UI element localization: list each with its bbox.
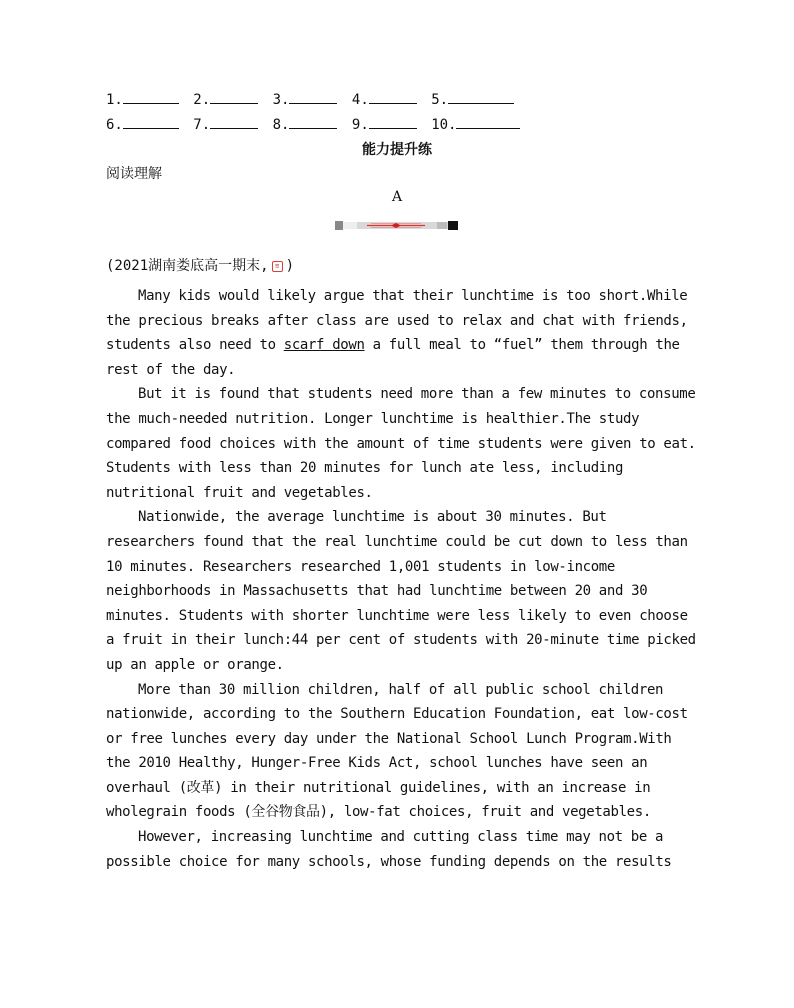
decorative-divider-icon xyxy=(335,220,458,231)
answer-blank[interactable]: 1. xyxy=(106,91,179,108)
paragraph: Many kids would likely argue that their lunchtime is too short.While the precious breaks after class are used to relax and chat with friends, students also need to scarf down a full meal to “fuel” them through the rest of the day. xyxy=(106,288,688,378)
paragraph: Nationwide, the average lunchtime is about 30 minutes. But researchers found that the real lunchtime could be cut down to less than 10 minutes. Researchers researched 1,001 students in low-income neighborhoods in Massachusetts that had lunchtime between 20 and 30 minutes. Students with shorter lunchtime were less likely to even choose a fruit in their lunch:44 per cent of students with 20-minute time picked up an apple or orange. xyxy=(106,509,696,673)
passage-letter: A xyxy=(391,189,403,205)
answer-blank[interactable]: 8. xyxy=(273,116,338,133)
tag-icon: ≡ xyxy=(272,261,283,272)
answer-blank[interactable]: 5. xyxy=(431,91,514,108)
answer-blank[interactable]: 3. xyxy=(273,91,338,108)
paragraph: More than 30 million children, half of all public school children nationwide, according to the Southern Education Foundation, eat low-cost or free lunches every day under the National School Lunch Program.With the 2010 Healthy, Hunger-Free Kids Act, school lunches have seen an overhaul (改革) in their nutritional guidelines, with an increase in wholegrain foods (全谷物食品), low-fat choices, fruit and vegetables. xyxy=(106,681,688,821)
answer-blank[interactable]: 9. xyxy=(352,116,417,133)
source-note: (2021湖南娄底高一期末, ≡ ) xyxy=(106,258,295,274)
answer-blank[interactable]: 2. xyxy=(193,91,258,108)
underlined-phrase: scarf down xyxy=(283,337,365,354)
answer-blank[interactable]: 7. xyxy=(193,116,258,133)
section-title: 能力提升练 xyxy=(362,142,432,158)
answer-row-2 xyxy=(106,116,526,133)
answer-blank[interactable]: 4. xyxy=(352,91,417,108)
answer-blank[interactable]: 6. xyxy=(106,116,179,133)
answer-blank[interactable]: 10. xyxy=(431,116,520,133)
paragraph: However, increasing lunchtime and cutting class time may not be a possible choice for many schools, whose funding depends on the results xyxy=(106,829,672,870)
answer-row-1 xyxy=(106,91,520,108)
reading-label: 阅读理解 xyxy=(106,166,162,182)
reading-passage xyxy=(106,284,696,874)
paragraph: But it is found that students need more than a few minutes to consume the much-needed nutrition. Longer lunchtime is healthier.The study compared food choices with the amount of time students were given to eat. Students with less than 20 minutes for lunch ate less, including nutritional fruit and vegetables. xyxy=(106,386,696,501)
